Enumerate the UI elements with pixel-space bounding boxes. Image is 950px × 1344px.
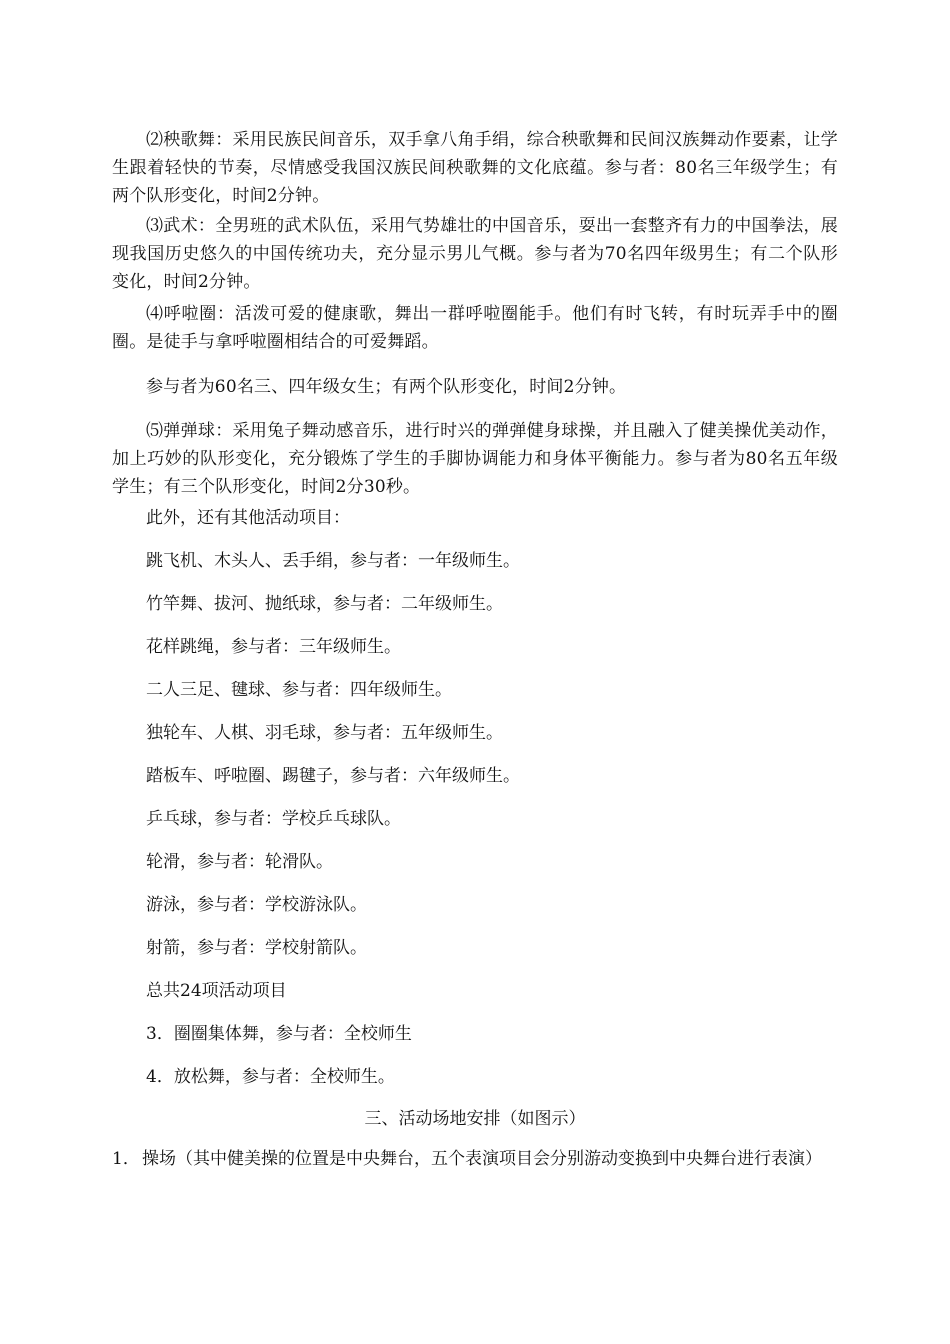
activity-line: 二人三足、毽球、参与者：四年级师生。 (146, 680, 452, 700)
activity-line: 独轮车、人棋、羽毛球，参与者：五年级师生。 (146, 723, 503, 743)
item-text: 操场（其中健美操的位置是中央舞台，五个表演项目会分别游动变换到中央舞台进行表演） (142, 1149, 822, 1169)
paragraph-martial-arts: ⑶武术：全男班的武术队伍，采用气势雄壮的中国音乐，耍出一套整齐有力的中国拳法，展现我国历史悠久的中国传统功夫，充分显示男儿气概。参与者为70名四年级男生；有二个队形变化，时间2分钟。 (112, 216, 838, 292)
paragraph-hula-hoop-participants: 参与者为60名三、四年级女生；有两个队形变化，时间2分钟。 (146, 377, 627, 397)
activity-line: 轮滑，参与者：轮滑队。 (146, 852, 333, 872)
numbered-item-playground (112, 1145, 838, 1173)
paragraph-bounce-ball: ⑸弹弹球：采用兔子舞动感音乐，进行时兴的弹弹健身球操，并且融入了健美操优美动作，加上巧妙的队形变化，充分锻炼了学生的手脚协调能力和身体平衡能力。参与者为80名五年级学生；有三个队形变化，时间2分30秒。 (112, 421, 838, 497)
activity-line: 竹竿舞、拔河、抛纸球，参与者：二年级师生。 (146, 594, 503, 614)
activity-line: 花样跳绳，参与者：三年级师生。 (146, 637, 401, 657)
activity-line: 乒乓球，参与者：学校乒乓球队。 (146, 809, 401, 829)
activity-total: 总共24项活动项目 (146, 981, 287, 1001)
activity-line: 射箭，参与者：学校射箭队。 (146, 938, 367, 958)
section-heading: 三、活动场地安排（如图示） (364, 1109, 586, 1129)
paragraph-hula-hoop: ⑷呼啦圈：活泼可爱的健康歌，舞出一群呼啦圈能手。他们有时飞转，有时玩弄手中的圈圈。是徒手与拿呼啦圈相结合的可爱舞蹈。 (112, 304, 838, 352)
activity-item-4: 4．放松舞，参与者：全校师生。 (146, 1067, 395, 1087)
activity-item-3: 3．圈圈集体舞，参与者：全校师生 (146, 1024, 412, 1044)
item-number: 1． (112, 1149, 140, 1169)
activity-line: 跳飞机、木头人、丢手绢，参与者：一年级师生。 (146, 551, 520, 571)
activity-line: 游泳，参与者：学校游泳队。 (146, 895, 367, 915)
activity-line: 踏板车、呼啦圈、踢毽子，参与者：六年级师生。 (146, 766, 520, 786)
paragraph-yangge-dance: ⑵秧歌舞：采用民族民间音乐，双手拿八角手绢，综合秧歌舞和民间汉族舞动作要素，让学生跟着轻快的节奏，尽情感受我国汉族民间秧歌舞的文化底蕴。参与者：80名三年级学生；有两个队形变化，时间2分钟。 (112, 130, 838, 206)
other-activities-intro: 此外，还有其他活动项目： (146, 508, 350, 528)
